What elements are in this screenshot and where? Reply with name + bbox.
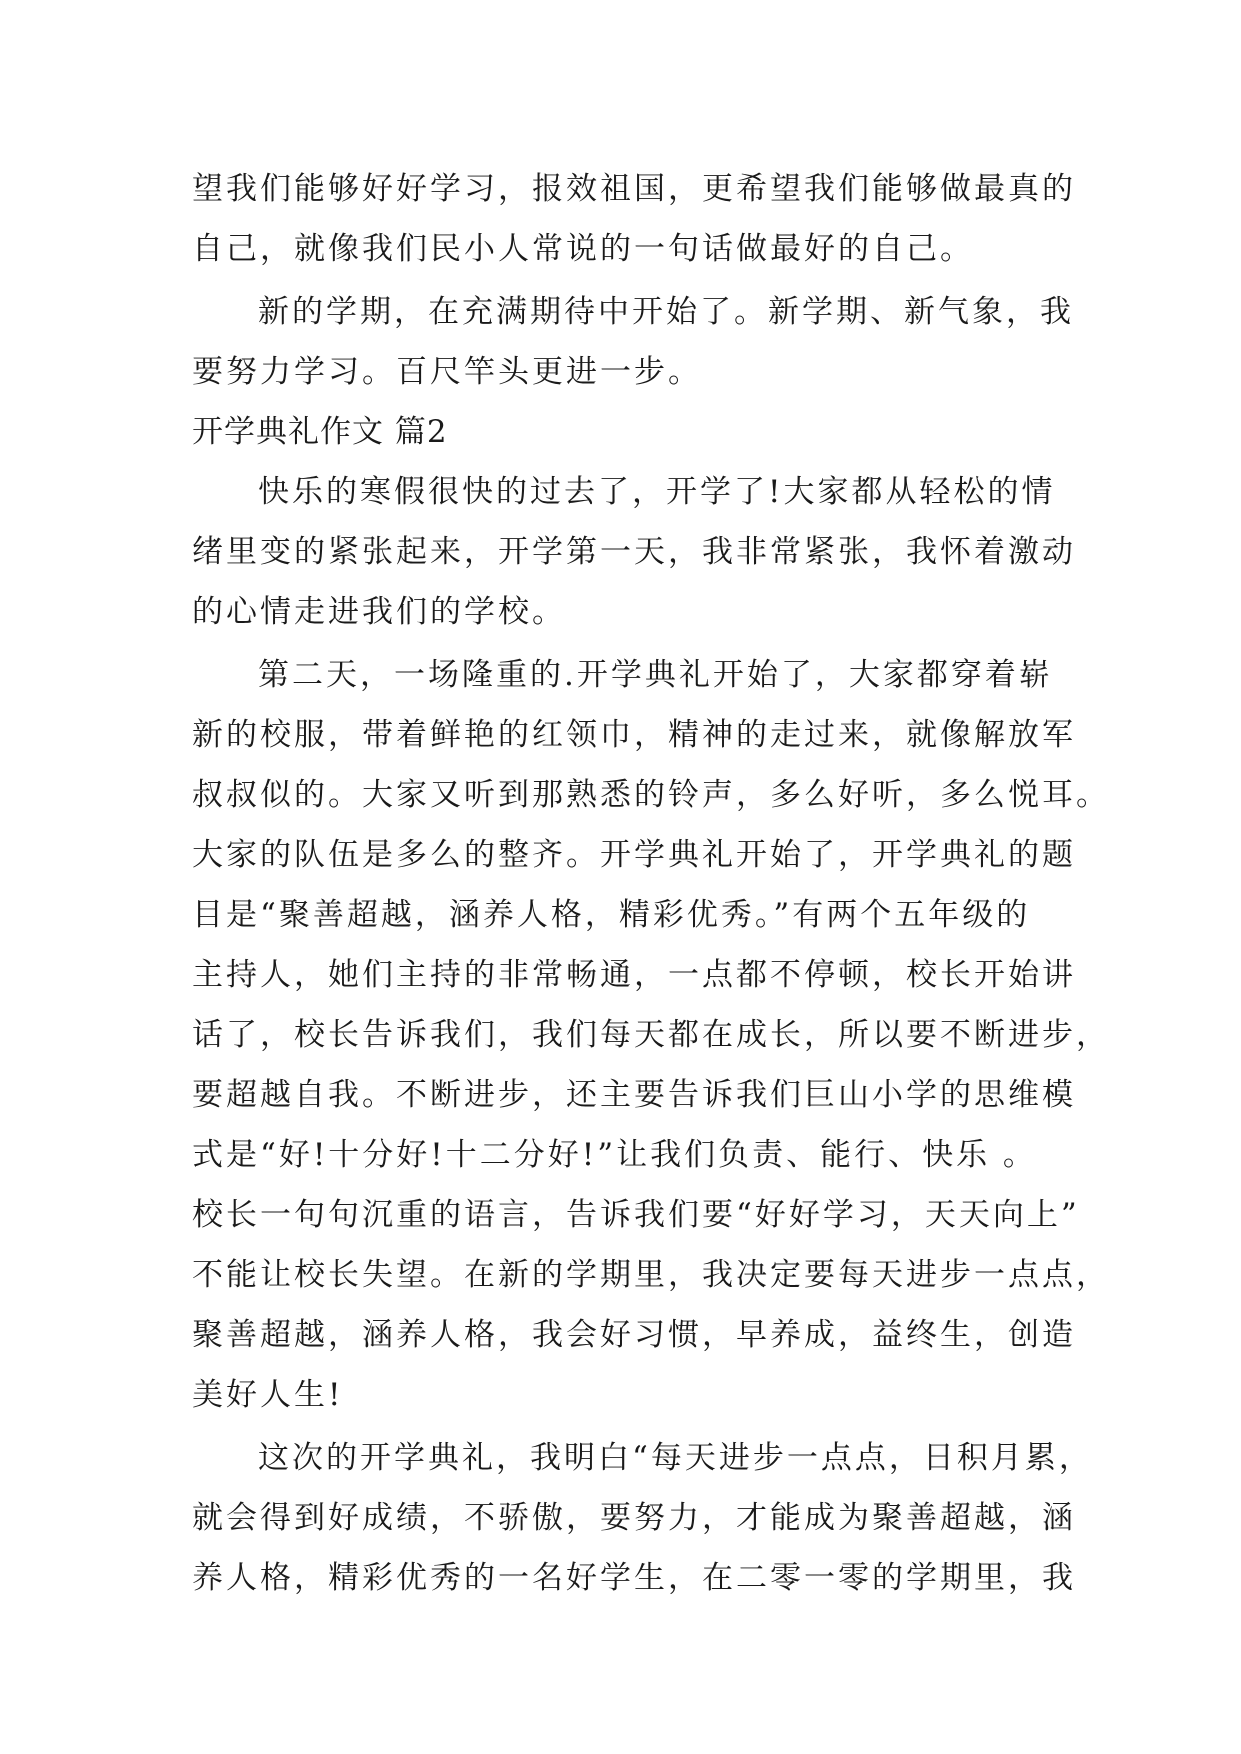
paragraph bbox=[192, 645, 1110, 1425]
text-line: 新的学期，在充满期待中开始了。新学期、新气象，我 bbox=[258, 294, 1074, 330]
text-line: 的心情走进我们的学校。 bbox=[192, 594, 566, 630]
text-line: 美好人生! bbox=[192, 1377, 344, 1413]
text-line: 聚善超越，涵养人格，我会好习惯，早养成，益终生，创造 bbox=[192, 1317, 1076, 1353]
text-line: 自己，就像我们民小人常说的一句话做最好的自己。 bbox=[192, 231, 974, 267]
section-heading: 开学典礼作文 篇2 bbox=[192, 414, 448, 450]
text-line: 主持人，她们主持的非常畅通，一点都不停顿，校长开始讲 bbox=[192, 957, 1076, 993]
text-line: 目是“聚善超越，涵养人格，精彩优秀。”有两个五年级的 bbox=[192, 897, 1031, 933]
paragraph bbox=[192, 282, 1072, 402]
document-page bbox=[192, 159, 1110, 1608]
paragraph bbox=[192, 159, 1076, 279]
text-line: 第二天，一场隆重的.开学典礼开始了，大家都穿着崭 bbox=[258, 657, 1053, 693]
text-line: 绪里变的紧张起来，开学第一天，我非常紧张，我怀着激动 bbox=[192, 534, 1076, 570]
paragraph bbox=[192, 462, 1076, 642]
text-line: 快乐的寒假很快的过去了，开学了!大家都从轻松的情 bbox=[258, 474, 1056, 510]
paragraph bbox=[192, 1428, 1093, 1608]
text-line: 叔叔似的。大家又听到那熟悉的铃声，多么好听，多么悦耳。 bbox=[192, 777, 1110, 813]
text-line: 就会得到好成绩，不骄傲，要努力，才能成为聚善超越，涵 bbox=[192, 1500, 1076, 1536]
text-line: 这次的开学典礼，我明白“每天进步一点点，日积月累， bbox=[258, 1440, 1093, 1476]
text-line: 养人格，精彩优秀的一名好学生，在二零一零的学期里，我 bbox=[192, 1560, 1076, 1596]
text-line: 要努力学习。百尺竿头更进一步。 bbox=[192, 354, 702, 390]
text-line: 式是“好!十分好!十二分好!”让我们负责、能行、快乐 。 bbox=[192, 1137, 1037, 1173]
text-line: 不能让校长失望。在新的学期里，我决定要每天进步一点点， bbox=[192, 1257, 1110, 1293]
text-line: 校长一句句沉重的语言，告诉我们要“好好学习，天天向上” bbox=[192, 1197, 1080, 1233]
text-line: 新的校服，带着鲜艳的红领巾，精神的走过来，就像解放军 bbox=[192, 717, 1076, 753]
text-line: 要超越自我。不断进步，还主要告诉我们巨山小学的思维模 bbox=[192, 1077, 1076, 1113]
text-line: 话了，校长告诉我们，我们每天都在成长，所以要不断进步， bbox=[192, 1017, 1110, 1053]
text-line: 望我们能够好好学习，报效祖国，更希望我们能够做最真的 bbox=[192, 171, 1076, 207]
text-line: 大家的队伍是多么的整齐。开学典礼开始了，开学典礼的题 bbox=[192, 837, 1076, 873]
